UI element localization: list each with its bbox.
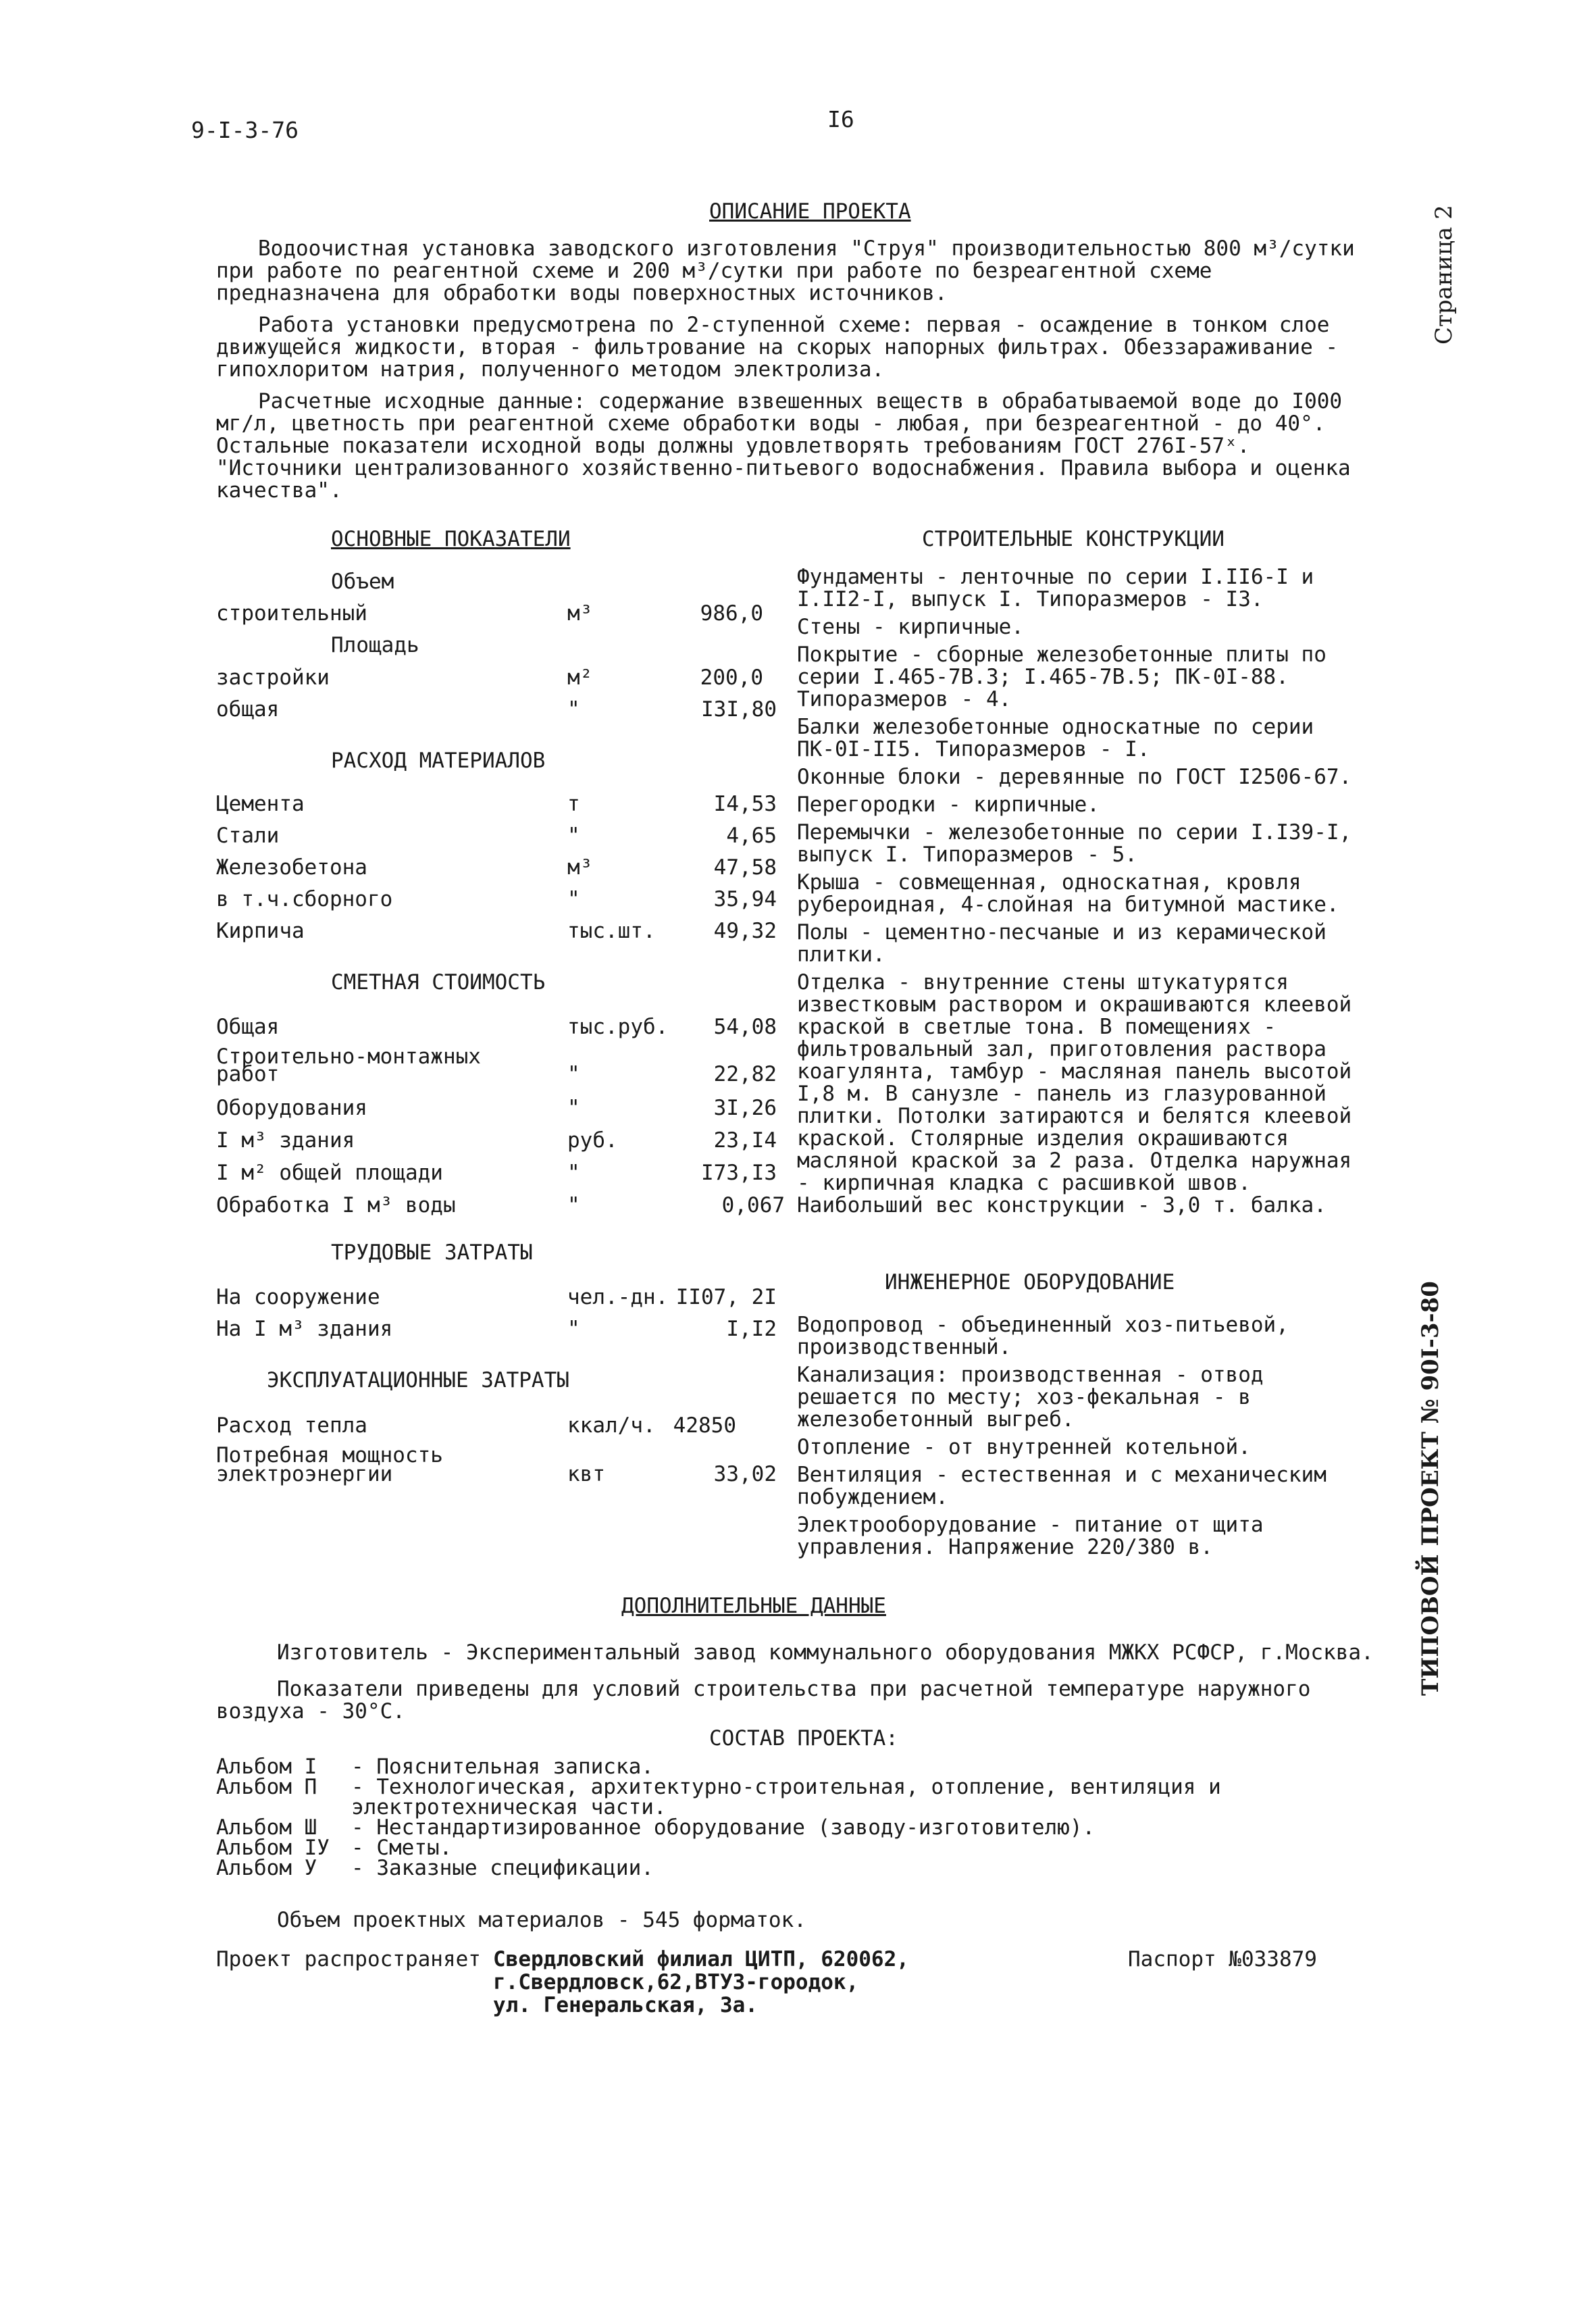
- albums-list: [216, 1757, 1391, 1878]
- material-label: в т.ч.сборного: [216, 887, 393, 911]
- structures-list: [797, 566, 1371, 1222]
- engineering-list: [797, 1314, 1371, 1564]
- labor-label: На сооружение: [216, 1285, 380, 1309]
- power-label-1: Потребная мощность: [216, 1443, 443, 1467]
- structure-item: Крыша - совмещенная, односкатная, кровля рубероидная, 4-слойная на битумной мастике.: [797, 870, 1339, 917]
- engineering-item: Электрооборудование - питание от щита управления. Напряжение 220/380 в.: [797, 1513, 1264, 1559]
- labor-row: [216, 1315, 777, 1342]
- material-row: [216, 886, 777, 913]
- area-total-unit: ": [567, 697, 580, 722]
- side-project-label: ТИПОВОЙ ПРОЕКТ № 90I-3-80: [1417, 1281, 1444, 1696]
- cost-row: [216, 1127, 777, 1154]
- heat-unit: ккал/ч.: [567, 1413, 656, 1438]
- cost-total-unit: тыс.руб.: [567, 1015, 669, 1039]
- cost-title: СМЕТНАЯ СТОИМОСТЬ: [331, 970, 546, 995]
- distributor-line-1: Свердловский филиал ЦИТП, 620062,: [493, 1947, 909, 1971]
- material-label: Железобетона: [216, 855, 367, 880]
- cost-unit: ": [567, 1193, 580, 1217]
- material-row: [216, 854, 777, 881]
- area-build-label: застройки: [216, 665, 330, 690]
- area-total-label: общая: [216, 697, 280, 722]
- cost-smr-label-2: работ: [216, 1062, 280, 1086]
- distributor-line-3: ул. Генеральская, 3а.: [493, 1993, 758, 2017]
- power-value: 33,02: [713, 1462, 777, 1486]
- distributor-label: Проект распространяет: [216, 1947, 481, 1971]
- side-page-label: Страница 2: [1431, 205, 1458, 345]
- volume-row: [216, 600, 777, 627]
- additional-title: ДОПОЛНИТЕЛЬНЫЕ ДАННЫЕ: [621, 1594, 886, 1618]
- page-number: I6: [827, 106, 854, 132]
- structure-item: Наибольший вес конструкции - 3,0 т. балка.: [797, 1193, 1327, 1217]
- structure-item: Покрытие - сборные железобетонные плиты по серии I.465-7В.3; I.465-7В.5; ПК-0I-88. Типоразмеров - 4.: [797, 643, 1327, 711]
- volume-value: 986,0: [700, 601, 763, 626]
- cost-value: 23,I4: [713, 1128, 777, 1153]
- material-value: 4,65: [726, 824, 777, 848]
- engineering-item: Вентиляция - естественная и с механическим побуждением.: [797, 1463, 1327, 1509]
- labor-label: На I м³ здания: [216, 1317, 393, 1341]
- structure-item: Фундаменты - ленточные по серии I.II6-I и I.II2-I, выпуск I. Типоразмеров - I3.: [797, 565, 1314, 611]
- cost-total-label: Общая: [216, 1015, 280, 1039]
- material-label: Стали: [216, 824, 280, 848]
- labor-unit: чел.-дн.: [567, 1285, 669, 1309]
- cost-smr-unit: ": [567, 1062, 580, 1086]
- manufacturer-text: Изготовитель - Экспериментальный завод коммунального оборудования МЖКХ РСФСР, г.Москва.: [277, 1640, 1374, 1665]
- album-name: Альбом У: [216, 1856, 317, 1880]
- structure-item: Отделка - внутренние стены штукатурятся известковым раствором и окрашиваются клеевой краской в светлые тона. В помещениях - фильтровальный зал, приготовления раствора коагулянта, тамбур - масляная панель высотой I,8 м. В санузле - панель из глазурованной плитки. Потолки затираются и белятся клеевой краской. Столярные изделия окрашиваются масляной краской за 2 раза. Отделка наружная - кирпичная кладка с расшивкой швов.: [797, 970, 1352, 1195]
- description-title: ОПИСАНИЕ ПРОЕКТА: [709, 199, 911, 224]
- cost-value: 0,067: [721, 1193, 785, 1217]
- labor-value: II07, 2I: [675, 1285, 777, 1309]
- heat-row: [216, 1412, 777, 1439]
- area-heading: Площадь: [331, 633, 419, 657]
- material-value: 35,94: [713, 887, 777, 911]
- labor-value: I,I2: [726, 1317, 777, 1341]
- material-row: [216, 917, 777, 945]
- cost-unit: ": [567, 1161, 580, 1185]
- structure-item: Полы - цементно-песчаные и из керамической плитки.: [797, 920, 1327, 967]
- description-paragraph-2: Работа установки предусмотрена по 2-ступенной схеме: первая - осаждение в тонком слое движущейся жидкости, вторая - фильтрование на скорых напорных фильтрах. Обеззараживание - гипохлоритом натрия, полученного методом электролиза.: [216, 313, 1339, 382]
- album-name: Альбом Ш: [216, 1815, 317, 1840]
- material-unit: т: [567, 792, 580, 816]
- engineering-title: ИНЖЕНЕРНОЕ ОБОРУДОВАНИЕ: [885, 1270, 1175, 1294]
- heat-value: 42850: [673, 1413, 736, 1438]
- labor-title: ТРУДОВЫЕ ЗАТРАТЫ: [331, 1240, 533, 1265]
- cost-value: 3I,26: [713, 1096, 777, 1120]
- cost-unit: руб.: [567, 1128, 618, 1153]
- album-text: - Нестандартизированное оборудование (заводу-изготовителю).: [351, 1815, 1096, 1840]
- volume-label: строительный: [216, 601, 367, 626]
- volume-heading: Объем: [331, 570, 394, 594]
- album-row: [216, 1858, 1391, 1878]
- power-label-2: электроэнергии: [216, 1462, 393, 1486]
- material-value: I4,53: [713, 792, 777, 816]
- cost-label: Оборудования: [216, 1096, 367, 1120]
- material-unit: м³: [567, 855, 593, 880]
- operating-costs-title: ЭКСПЛУАТАЦИОННЫЕ ЗАТРАТЫ: [267, 1368, 569, 1392]
- cost-row: [216, 1192, 785, 1219]
- cost-label: I м³ здания: [216, 1128, 355, 1153]
- material-unit: ": [567, 824, 580, 848]
- distributor-line-2: г.Свердловск,62,ВТУЗ-городок,: [493, 1970, 859, 1994]
- album-name: Альбом П: [216, 1775, 317, 1799]
- structure-item: Перегородки - кирпичные.: [797, 793, 1100, 817]
- album-text: - Заказные спецификации.: [351, 1856, 654, 1880]
- area-build-row: [216, 664, 777, 691]
- area-build-value: 200,0: [700, 665, 763, 690]
- cost-row: [216, 1159, 777, 1186]
- structure-item: Балки железобетонные односкатные по серии ПК-0I-II5. Типоразмеров - I.: [797, 715, 1314, 761]
- cost-value: I73,I3: [701, 1161, 777, 1185]
- album-text: - Пояснительная записка.: [351, 1755, 654, 1779]
- materials-volume: Объем проектных материалов - 545 форматок.: [277, 1908, 806, 1932]
- volume-unit: м³: [567, 601, 593, 626]
- cost-row: [216, 1095, 777, 1122]
- power-unit: квт: [567, 1462, 605, 1486]
- album-text: - Сметы.: [351, 1836, 453, 1860]
- album-row: [216, 1817, 1391, 1838]
- area-total-value: I3I,80: [701, 697, 777, 722]
- album-row: [216, 1757, 1391, 1777]
- cost-label: I м² общей площади: [216, 1161, 443, 1185]
- material-unit: ": [567, 887, 580, 911]
- structure-item: Оконные блоки - деревянные по ГОСТ I2506-67.: [797, 765, 1352, 789]
- structure-item: Стены - кирпичные.: [797, 615, 1024, 639]
- material-row: [216, 790, 777, 818]
- album-name: Альбом I: [216, 1755, 317, 1779]
- engineering-item: Канализация: производственная - отвод решается по месту; хоз-фекальная - в железобетонный выгреб.: [797, 1363, 1264, 1432]
- cost-smr-label-1: Строительно-монтажных: [216, 1045, 481, 1069]
- passport-number: Паспорт №033879: [1128, 1947, 1317, 1971]
- cost-total-value: 54,08: [713, 1015, 777, 1039]
- engineering-item: Водопровод - объединенный хоз-питьевой, производственный.: [797, 1313, 1289, 1359]
- engineering-item: Отопление - от внутренней котельной.: [797, 1435, 1251, 1459]
- labor-unit: ": [567, 1317, 580, 1341]
- album-text: - Технологическая, архитектурно-строительная, отопление, вентиляция и электротехническая части.: [351, 1775, 1221, 1819]
- cost-smr-row: [216, 1061, 777, 1088]
- structure-item: Перемычки - железобетонные по серии I.I39-I, выпуск I. Типоразмеров - 5.: [797, 820, 1352, 867]
- power-row: [216, 1461, 777, 1488]
- material-label: Цемента: [216, 792, 305, 816]
- cost-total-row: [216, 1013, 777, 1040]
- material-value: 47,58: [713, 855, 777, 880]
- material-unit: тыс.шт.: [567, 919, 656, 943]
- materials-title: РАСХОД МАТЕРИАЛОВ: [331, 749, 546, 773]
- main-indicators-title: ОСНОВНЫЕ ПОКАЗАТЕЛИ: [331, 527, 571, 551]
- description-paragraph-1: Водоочистная установка заводского изготовления "Струя" производительностью 800 м³/сутки при работе по реагентной схеме и 200 м³/сутки при работе по безреагентной схеме предназначена для обработки воды поверхностных источников.: [216, 236, 1355, 305]
- conditions-text: Показатели приведены для условий строительства при расчетной температуре наружного воздуха - 30°С.: [216, 1677, 1311, 1724]
- cost-smr-value: 22,82: [713, 1062, 777, 1086]
- material-row: [216, 822, 777, 849]
- heat-label: Расход тепла: [216, 1413, 367, 1438]
- document-code: 9-I-3-76: [191, 117, 299, 143]
- cost-label: Обработка I м³ воды: [216, 1193, 456, 1217]
- album-row: [216, 1838, 1391, 1858]
- structures-title: СТРОИТЕЛЬНЫЕ КОНСТРУКЦИИ: [922, 527, 1225, 551]
- description-paragraph-3: Расчетные исходные данные: содержание взвешенных веществ в обрабатываемой воде до I000 мг/л, цветность при реагентной схеме обработки воды - любая, при безреагентной - до 40°. Остальные показатели исходной воды должны удовлетворять требованиям ГОСТ 276I-57ˣ. "Источники централизованного хозяйственно-питьевого водоснабжения. Правила выбора и оценка качества".: [216, 389, 1351, 503]
- composition-title: СОСТАВ ПРОЕКТА:: [709, 1726, 898, 1751]
- area-build-unit: м²: [567, 665, 593, 690]
- area-total-row: [216, 696, 777, 723]
- album-row: [216, 1777, 1391, 1817]
- material-label: Кирпича: [216, 919, 305, 943]
- material-value: 49,32: [713, 919, 777, 943]
- album-name: Альбом IУ: [216, 1836, 330, 1860]
- labor-row: [216, 1284, 777, 1311]
- cost-unit: ": [567, 1096, 580, 1120]
